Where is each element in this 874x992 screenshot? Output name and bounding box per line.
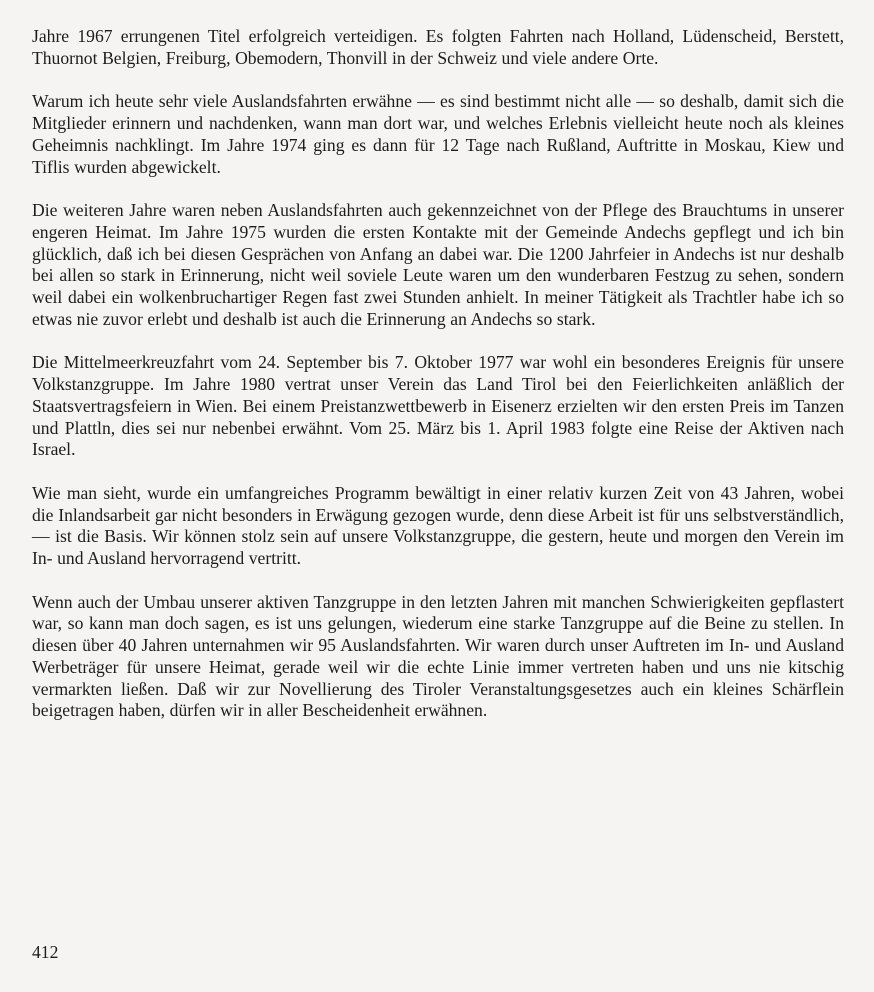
paragraph-5: Wie man sieht, wurde ein umfangreiches Programm bewältigt in einer relativ kurzen Zeit von 43 Jahren, wobei die Inlandsarbeit gar nicht besonders in Erwägung gezogen wurde, denn diese Arbeit ist für uns selbstverständlich, — ist die Basis. Wir können stolz sein auf unsere Volkstanzgruppe, die gestern, heute und morgen den Verein im In- und Ausland hervorragend vertritt. <box>32 482 844 569</box>
paragraph-3: Die weiteren Jahre waren neben Auslandsfahrten auch gekennzeichnet von der Pflege des Brauchtums in unserer engeren Heimat. Im Jahre 1975 wurden die ersten Kontakte mit der Gemeinde Andechs gepflegt und ich bin glücklich, daß ich bei diesen Gesprächen von Anfang an dabei war. Die 1200 Jahrfeier in Andechs ist nur deshalb bei allen so stark in Erinnerung, nicht weil soviele Leute waren um den wunderbaren Festzug zu sehen, sondern weil dabei ein wolkenbruchartiger Regen fast zwei Stunden anhielt. In meiner Tätigkeit als Trachtler habe ich so etwas nie zuvor erlebt und deshalb ist auch die Erinnerung an Andechs so stark. <box>32 200 844 329</box>
paragraph-4: Die Mittelmeerkreuzfahrt vom 24. September bis 7. Oktober 1977 war wohl ein besonderes Ereignis für unsere Volkstanzgruppe. Im Jahre 1980 vertrat unser Verein das Land Tirol bei den Feierlichkeiten anläßlich der Staatsvertragsfeiern in Wien. Bei einem Preistanzwettbewerb in Eisenerz erzielten wir den ersten Preis im Tanzen und Plattln, dies sei nur nebenbei erwähnt. Vom 25. März bis 1. April 1983 folgte eine Reise der Aktiven nach Israel. <box>32 352 844 460</box>
paragraph-2: Warum ich heute sehr viele Auslandsfahrten erwähne — es sind bestimmt nicht alle — so deshalb, damit sich die Mitglieder erinnern und nachdenken, wann man dort war, und welches Erlebnis vielleicht heute noch als kleines Geheimnis nachklingt. Im Jahre 1974 ging es dann für 12 Tage nach Rußland, Auftritte in Moskau, Kiew und Tiflis wurden abgewickelt. <box>32 91 844 177</box>
page-number: 412 <box>32 942 59 962</box>
paragraph-1: Jahre 1967 errungenen Titel erfolgreich verteidigen. Es folgten Fahrten nach Holland, Lüdenscheid, Berstett, Thuornot Belgien, Freiburg, Obemodern, Thonvill in der Schweiz und viele andere Orte. <box>32 26 844 68</box>
paragraph-6: Wenn auch der Umbau unserer aktiven Tanzgruppe in den letzten Jahren mit manchen Schwierigkeiten gepflastert war, so kann man doch sagen, es ist uns gelungen, wiederum eine starke Tanzgruppe auf die Beine zu stellen. In diesen über 40 Jahren unternahmen wir 95 Auslandsfahrten. Wir waren durch unser Auftreten im In- und Ausland Werbeträger für unsere Heimat, gerade weil wir die echte Linie immer vertreten haben und uns nie kitschig vermarkten ließen. Daß wir zur Novellierung des Tiroler Veranstaltungsgesetzes auch ein kleines Schärflein beigetragen haben, dürfen wir in aller Bescheidenheit erwähnen. <box>32 591 844 721</box>
